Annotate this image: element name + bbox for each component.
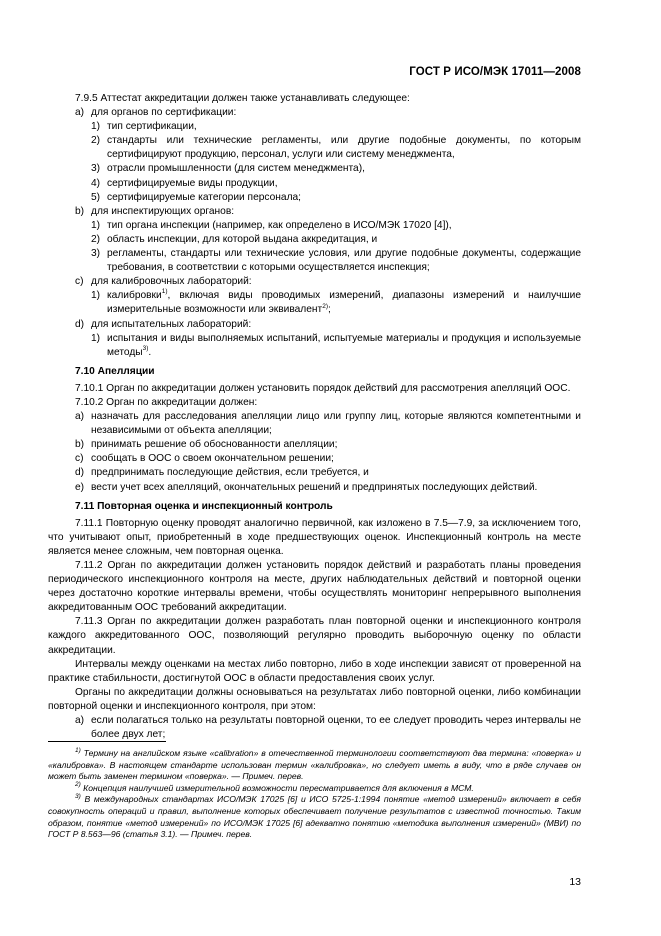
list-item-b bbox=[48, 205, 581, 219]
list-text: принимать решение об обоснованности апелляции; bbox=[91, 439, 338, 451]
main-text bbox=[48, 92, 581, 742]
list-item-a bbox=[48, 106, 581, 120]
clause-7-9-5-intro: 7.9.5 Аттестат аккредитации должен также устанавливать следующее: bbox=[75, 93, 410, 104]
list-subitem bbox=[48, 162, 581, 176]
list-marker: 5) bbox=[91, 191, 101, 203]
paragraph-intervals: Интервалы между оценками на местах либо повторно, либо в ходе инспекции зависят от проверенной на практике стабильности, достигнутой ООС в области предоставления своих услуг. bbox=[48, 658, 581, 684]
list-marker: 2) bbox=[91, 233, 101, 245]
list-text: предпринимать последующие действия, если требуется, и bbox=[91, 467, 369, 479]
list-item-d bbox=[48, 318, 581, 332]
list-marker: d) bbox=[75, 467, 85, 479]
list-marker: 1) bbox=[91, 290, 101, 302]
section-heading-7-10: 7.10 Апелляции bbox=[75, 365, 155, 377]
list-item bbox=[48, 410, 581, 438]
list-text: регламенты, стандарты или технические условия, или другие подобные документы, содержащие требования, в соответствии с которыми осуществляется инспекция; bbox=[107, 248, 581, 274]
text-run: ; bbox=[328, 304, 331, 316]
text-run: , включая виды проводимых измерений, диапазоны измерений и наилучшие измерительные возможности или эквивалент bbox=[107, 290, 581, 316]
footnote-divider bbox=[48, 741, 166, 742]
list-marker: a) bbox=[75, 107, 85, 119]
list-marker: d) bbox=[75, 318, 85, 330]
footnote-marker: 2) bbox=[75, 781, 81, 789]
list-subitem bbox=[48, 332, 581, 360]
list-text: сертифицируемые категории персонала; bbox=[107, 191, 302, 203]
list-text: если полагаться только на результаты повторной оценки, то ее следует проводить через интервалы не более двух лет; bbox=[91, 715, 581, 741]
list-marker: 2) bbox=[91, 135, 101, 147]
paragraph-basis: Органы по аккредитации должны основываться на результатах либо повторной оценки, либо комбинации повторной оценки и инспекционного контроля, при этом: bbox=[48, 686, 581, 712]
list-text: сообщать в ООС о своем окончательном решении; bbox=[91, 453, 334, 465]
footnote bbox=[48, 794, 581, 840]
list-text: для органов по сертификации: bbox=[91, 107, 237, 119]
clause-7-11-2: 7.11.2 Орган по аккредитации должен установить порядок действий и разработать планы проведения периодического инспекционного контроля на месте, других наблюдательных действий и повторной оценки через достаточно короткие интервалы времени, чтобы осуществлять мониторинг непрерывного выполнения аккредитованным ООС требований аккредитации. bbox=[48, 560, 581, 614]
page-header-title: ГОСТ Р ИСО/МЭК 17011—2008 bbox=[409, 66, 581, 78]
list-text: тип сертификации, bbox=[107, 121, 197, 133]
list-item bbox=[48, 452, 581, 466]
footnote-marker: 3) bbox=[75, 793, 81, 801]
list-marker: c) bbox=[75, 453, 84, 465]
list-marker: b) bbox=[75, 205, 85, 217]
list-marker: 1) bbox=[91, 121, 101, 133]
list-text: отрасли промышленности (для систем менеджмента), bbox=[107, 163, 365, 175]
clause-7-11-3: 7.11.3 Орган по аккредитации должен разработать план повторной оценки и инспекционного контроля каждого аккредитованного ООС, позволяющий регулярно проводить выборочную оценку по области аккредитации. bbox=[48, 616, 581, 656]
list-text: область инспекции, для которой выдана аккредитация, и bbox=[107, 233, 378, 245]
text-run: испытания и виды выполняемых испытаний, испытуемые материалы и продукция и используемые методы bbox=[107, 332, 581, 358]
list-text bbox=[107, 289, 581, 317]
footnote-ref: 3) bbox=[142, 344, 149, 352]
list-text: для калибровочных лабораторий: bbox=[91, 276, 252, 288]
clause-7-10-2: 7.10.2 Орган по аккредитации должен: bbox=[75, 396, 258, 408]
list-item-c bbox=[48, 275, 581, 289]
list-marker: 1) bbox=[91, 219, 101, 231]
text-run: калибровки bbox=[107, 290, 162, 302]
section-heading-7-11: 7.11 Повторная оценка и инспекционный контроль bbox=[75, 500, 333, 512]
list-marker: 3) bbox=[91, 163, 101, 175]
list-subitem bbox=[48, 233, 581, 247]
list-subitem bbox=[48, 219, 581, 233]
list-item bbox=[48, 438, 581, 452]
list-marker: c) bbox=[75, 276, 84, 288]
list-subitem bbox=[48, 191, 581, 205]
page-number: 13 bbox=[569, 876, 581, 888]
clause-7-11-1: 7.11.1 Повторную оценку проводят аналогично первичной, как изложено в 7.5—7.9, за исключением того, что учитывают опыт, приобретенный в ходе предшествующих оценок. Инспекционный контроль на месте является менее сложным, чем повторная оценка. bbox=[48, 517, 581, 557]
list-marker: 3) bbox=[91, 248, 101, 260]
list-text: назначать для расследования апелляции лицо или группу лиц, которые являются компетентными и независимыми от объекта апелляции; bbox=[91, 411, 581, 437]
list-subitem bbox=[48, 134, 581, 162]
list-marker: e) bbox=[75, 481, 85, 493]
list-text: стандарты или технические регламенты, или другие подобные документы, по которым сертифицируют продукцию, персонал, услуги или систему менеджмента, bbox=[107, 135, 581, 161]
list-marker: b) bbox=[75, 439, 85, 451]
footnote-text: В международных стандартах ИСО/МЭК 17025 [6] и ИСО 5725-1:1994 понятие «метод измерений» включает в себя совокупность операций и правил, выполнение которых обеспечивает получение результатов с известной точностью. Таким образом, понятие «метод измерений» по ИСО/МЭК 17025 [6] адекватно понятию «методика выполнения измерений» (МВИ) по ГОСТ Р 8.563—96 (статья 3.1). — Примеч. перев. bbox=[48, 794, 582, 840]
list-text: для испытательных лабораторий: bbox=[91, 318, 252, 330]
footnotes bbox=[48, 748, 581, 841]
list-text: для инспектирующих органов: bbox=[91, 205, 235, 217]
list-text: вести учет всех апелляций, окончательных решений и предпринятых последующих действий. bbox=[91, 481, 538, 493]
footnote-marker: 1) bbox=[75, 746, 81, 754]
list-text: тип органа инспекции (например, как определено в ИСО/МЭК 17020 [4]), bbox=[107, 219, 452, 231]
list-marker: 1) bbox=[91, 332, 101, 344]
clause-7-10-1: 7.10.1 Орган по аккредитации должен установить порядок действий для рассмотрения апелляций ООС. bbox=[75, 382, 571, 394]
list-marker: a) bbox=[75, 411, 85, 423]
footnote-ref: 1) bbox=[161, 288, 168, 296]
footnote-ref: 2) bbox=[322, 302, 328, 310]
list-subitem bbox=[48, 289, 581, 317]
text-run: . bbox=[148, 346, 152, 358]
list-subitem bbox=[48, 247, 581, 275]
list-text: сертифицируемые виды продукции, bbox=[107, 177, 278, 189]
list-item bbox=[48, 466, 581, 480]
list-marker: 4) bbox=[91, 177, 101, 189]
footnote-text: Концепция наилучшей измерительной возможности пересматривается для включения в МСМ. bbox=[83, 782, 474, 793]
footnote bbox=[48, 783, 581, 795]
list-item bbox=[48, 481, 581, 495]
footnote bbox=[48, 748, 581, 783]
list-item bbox=[48, 714, 581, 742]
list-text bbox=[107, 332, 581, 360]
list-subitem bbox=[48, 120, 581, 134]
list-subitem bbox=[48, 177, 581, 191]
list-marker: a) bbox=[75, 715, 85, 727]
footnote-text: Термину на английском языке «calibration» в отечественной терминологии соответствуют два термина: «поверка» и «калибровка». В настоящем стандарте использован термин «калибровка», но следует иметь в виду, что в ряде случаев он может быть заменен термином «поверка». — Примеч. перев. bbox=[48, 748, 581, 782]
